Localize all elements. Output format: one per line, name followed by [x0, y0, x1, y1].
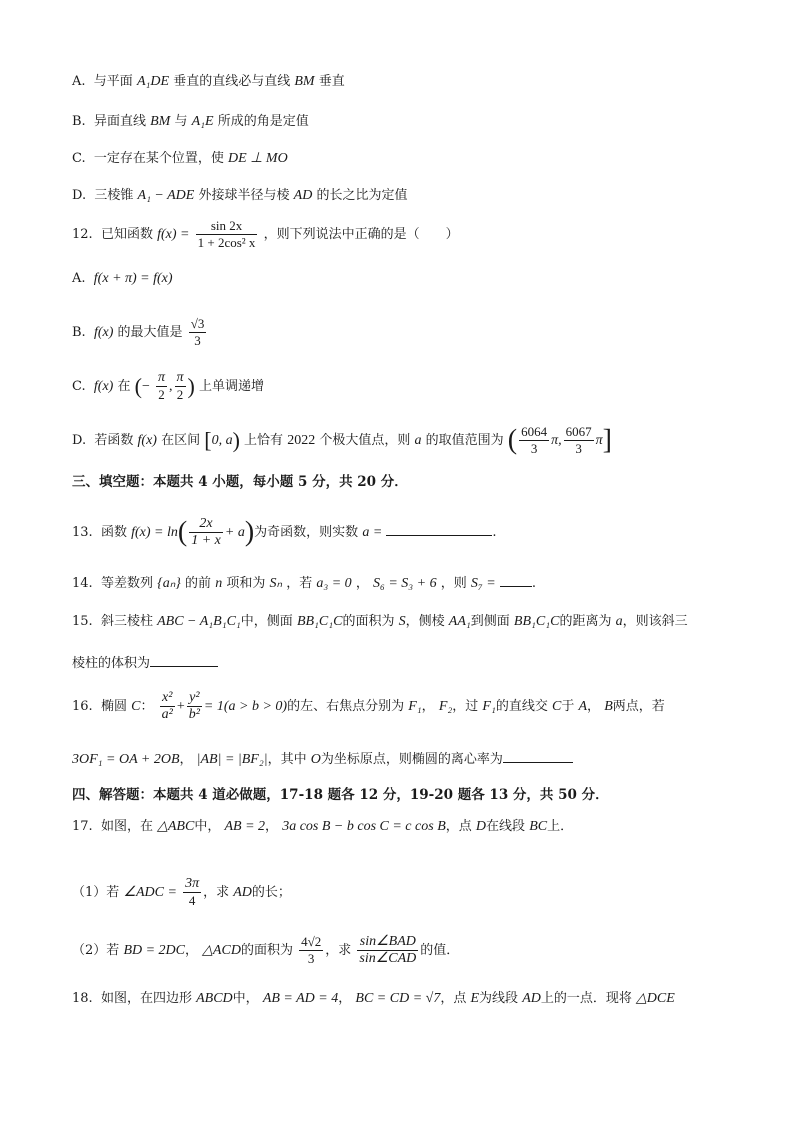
answer-blank[interactable] [503, 748, 573, 763]
fraction [160, 690, 175, 723]
text: 若 [106, 885, 120, 900]
text: ，点 [445, 819, 472, 834]
fraction [156, 370, 167, 403]
text: ： [140, 699, 154, 714]
math: AD [522, 991, 541, 1006]
text: 中， [194, 819, 221, 834]
text: 棱柱的体积为 [72, 656, 151, 671]
math: ABCD [196, 991, 233, 1006]
vector-equation: 3OF₁ = OA + 2OB [72, 752, 180, 767]
option-label: B. [72, 325, 86, 340]
denominator: 3 [530, 441, 538, 456]
text: ，则该斜三 [622, 614, 688, 629]
denominator: 1 + x [191, 533, 221, 548]
question-number: 17. [72, 819, 93, 834]
math: A₁DE [136, 74, 170, 89]
math: a = [362, 525, 383, 540]
text: 项和为 [226, 576, 266, 591]
text: ， [338, 991, 352, 1006]
numerator: 4√2 [301, 934, 322, 949]
math: A [578, 699, 588, 714]
paren-close: ) [232, 427, 240, 453]
denominator: 3 [194, 333, 201, 348]
text: 的直线交 [495, 699, 548, 714]
math: O [310, 752, 321, 767]
text: 为线段 [479, 991, 519, 1006]
math: + [176, 699, 185, 714]
text: . [531, 576, 537, 591]
math: AD [293, 188, 313, 203]
answer-blank[interactable] [150, 652, 218, 667]
question-17-part-1 [72, 876, 291, 909]
question-number: 12. [72, 227, 93, 242]
text: . [492, 525, 497, 540]
fraction [519, 424, 549, 457]
text: 等差数列 [100, 576, 153, 591]
math: AB = AD = 4 [262, 991, 339, 1006]
math: S [398, 614, 406, 629]
math: BB₁C₁C [296, 614, 343, 629]
question-17-part-2 [72, 934, 459, 967]
text: 若 [106, 943, 120, 958]
text: 的最大值是 [117, 325, 183, 340]
text: ，则 [440, 576, 467, 591]
option-c-line [72, 150, 288, 168]
fraction [183, 876, 201, 909]
denominator: 1 + 2cos² x [197, 235, 256, 250]
math: D [475, 819, 487, 834]
text: 的前 [185, 576, 212, 591]
option-label: C. [72, 151, 86, 166]
math: = 1(a > b > 0) [203, 699, 288, 714]
question-13 [72, 516, 497, 549]
numerator: 3π [185, 876, 200, 891]
option-label: A. [72, 271, 86, 286]
math: E [470, 991, 480, 1006]
fraction [189, 516, 223, 549]
math: ABC − A₁B₁C₁ [157, 614, 241, 629]
paren-open: ( [177, 516, 188, 548]
math: , [169, 379, 173, 394]
math: f(x) = [157, 227, 190, 242]
text: 三棱锥 [94, 188, 134, 203]
text: 一定存在某个位置，使 [93, 151, 224, 166]
math: f(x) [93, 325, 114, 340]
denominator: b² [188, 707, 200, 722]
text: ， [587, 699, 601, 714]
math: BC = CD = √7 [355, 991, 441, 1006]
text: ， [185, 943, 199, 958]
math: F₂ [438, 699, 453, 714]
numerator: √3 [190, 316, 205, 331]
math: BM [150, 114, 171, 129]
text: 所成的角是定值 [217, 114, 309, 129]
text: ，求 [325, 943, 352, 958]
text: 的长； [251, 885, 291, 900]
math: C [131, 699, 141, 714]
option-label: C. [72, 379, 86, 394]
text: 的距离为 [559, 614, 612, 629]
question-14 [72, 572, 536, 593]
math: ∠ADC = [123, 885, 177, 900]
text: 为坐标原点，则椭圆的离心率为 [320, 752, 503, 767]
math: △ABC [157, 819, 195, 834]
q12-option-a [72, 270, 173, 288]
text: 到侧面 [470, 614, 510, 629]
math: △ACD [202, 943, 241, 958]
text: 垂直 [318, 74, 345, 89]
math: BC [529, 819, 548, 834]
text: 的面积为 [240, 943, 293, 958]
text: 的长之比为定值 [316, 188, 408, 203]
fraction [196, 218, 258, 251]
text: 上恰有 [244, 433, 284, 448]
question-17 [72, 818, 573, 836]
math: n [215, 576, 223, 591]
text: 椭圆 [100, 699, 127, 714]
math: π, [551, 433, 562, 448]
text: 如图，在 [100, 819, 153, 834]
math: △DCE [636, 991, 675, 1006]
text: ， [421, 699, 435, 714]
text: ，若 [286, 576, 313, 591]
math: A₁E [191, 114, 214, 129]
math: + a [224, 525, 245, 540]
question-15-line-2 [72, 652, 218, 673]
numerator: sin∠BAD [357, 934, 418, 951]
fraction [175, 370, 186, 403]
part-label: （1） [72, 885, 107, 900]
text: ，则下列说法中正确的是（ ） [263, 227, 459, 242]
text: 若函数 [94, 433, 134, 448]
fraction [299, 934, 323, 967]
text: 斜三棱柱 [100, 614, 153, 629]
text: ，其中 [267, 752, 307, 767]
paren-open: ( [134, 373, 142, 399]
denominator: 2 [158, 387, 165, 402]
math: F₁ [482, 699, 496, 714]
numerator: π [158, 370, 166, 385]
section-4-heading: 四、解答题：本题共 4 道必做题，17-18 题各 12 分，19-20 题各 13 分，共 50 分． [72, 787, 609, 803]
text: ， [179, 752, 193, 767]
math: A₁ − ADE [137, 188, 195, 203]
math: a [414, 433, 422, 448]
math: BB₁C₁C [513, 614, 560, 629]
math: − [141, 379, 150, 394]
bracket-close: ] [602, 424, 612, 456]
answer-blank[interactable] [500, 572, 532, 587]
bracket-open: [ [204, 427, 212, 453]
text: 在线段 [486, 819, 526, 834]
math: a₃ = 0 [316, 576, 352, 591]
numerator: y² [187, 690, 202, 707]
text: 中，侧面 [240, 614, 293, 629]
numerator: 6064 [521, 424, 548, 439]
math: AB = 2 [224, 819, 266, 834]
math: 3a cos B − b cos C = c cos B [282, 819, 446, 834]
denominator: 3 [575, 441, 582, 456]
answer-blank[interactable] [386, 521, 492, 536]
math: BM [294, 74, 315, 89]
question-18 [72, 990, 675, 1008]
text: 的取值范围为 [425, 433, 504, 448]
q12-option-b [72, 316, 208, 349]
fraction [564, 424, 594, 457]
math: f(x) [137, 433, 157, 448]
text: 的面积为 [342, 614, 395, 629]
q12-option-c [72, 370, 264, 403]
text: 异面直线 [93, 114, 146, 129]
math: 0, a [211, 433, 233, 448]
fraction [189, 316, 207, 349]
math: DE ⊥ MO [228, 151, 288, 166]
question-number: 16. [72, 699, 93, 714]
numerator: x² [160, 690, 175, 707]
text: 外接球半径与棱 [198, 188, 290, 203]
text: 为奇函数，则实数 [254, 525, 359, 540]
math: f(x) = ln [131, 525, 178, 540]
text: 垂直的直线必与直线 [173, 74, 291, 89]
text: ，点 [440, 991, 467, 1006]
text: 与 [174, 114, 188, 129]
fraction [187, 690, 202, 723]
question-15 [72, 613, 688, 631]
question-number: 15. [72, 614, 93, 629]
text: 的值． [420, 943, 460, 958]
math: BD = 2DC [123, 943, 185, 958]
text: ， [355, 576, 369, 591]
denominator: 4 [188, 893, 196, 908]
option-label: D. [72, 433, 87, 448]
vector-equation: |AB| = |BF₂| [196, 752, 268, 767]
question-number: 18. [72, 991, 93, 1006]
q12-option-d [72, 424, 612, 457]
math: S₆ = S₃ + 6 [372, 576, 437, 591]
math: f(x) [93, 379, 114, 394]
numerator: 2x [189, 516, 223, 533]
text: 如图，在四边形 [100, 991, 192, 1006]
text: ， [265, 819, 279, 834]
text: 上． [547, 819, 574, 834]
math: AD [233, 885, 252, 900]
question-number: 14. [72, 576, 93, 591]
text: 的左、右焦点分别为 [287, 699, 405, 714]
math: 2022 [287, 433, 316, 448]
numerator: sin 2x [196, 218, 258, 235]
math: C [551, 699, 562, 714]
question-16-line-2 [72, 748, 573, 769]
fraction [357, 934, 418, 967]
math: S₇ = [470, 576, 496, 591]
text: 上单调递增 [199, 379, 265, 394]
paren-close: ) [244, 516, 255, 548]
question-number: 13. [72, 525, 93, 540]
text: ，侧棱 [405, 614, 445, 629]
section-3-heading: 三、填空题：本题共 4 小题，每小题 5 分，共 20 分． [72, 474, 408, 490]
denominator: 2 [176, 387, 184, 402]
part-label: （2） [72, 943, 107, 958]
text: 函数 [100, 525, 127, 540]
text: 已知函数 [100, 227, 153, 242]
text: 与平面 [93, 74, 133, 89]
text: 两点，若 [612, 699, 665, 714]
math: π [595, 433, 603, 448]
denominator: 3 [307, 951, 315, 966]
denominator: sin∠CAD [359, 951, 417, 966]
option-label: D. [72, 188, 87, 203]
paren-open: ( [507, 424, 518, 456]
numerator: π [176, 370, 184, 385]
text: 个极大值点，则 [319, 433, 411, 448]
math: AA₁ [448, 614, 471, 629]
numerator: 6067 [565, 424, 592, 439]
math: B [604, 699, 613, 714]
question-12 [72, 218, 459, 251]
math: f(x + π) = f(x) [93, 271, 173, 286]
text: ，过 [452, 699, 479, 714]
text: 于 [561, 699, 575, 714]
option-label: A. [72, 74, 86, 89]
math: a [615, 614, 623, 629]
math: {aₙ} [157, 576, 181, 591]
text: 在区间 [161, 433, 201, 448]
denominator: a² [161, 707, 173, 722]
text: ，求 [203, 885, 230, 900]
option-d-line [72, 187, 407, 205]
math: Sₙ [269, 576, 283, 591]
text: 中， [232, 991, 259, 1006]
option-b-line [72, 113, 309, 131]
option-label: B. [72, 114, 86, 129]
paren-close: ) [187, 373, 195, 399]
option-a-line [72, 73, 345, 91]
math: F₁ [408, 699, 422, 714]
text: 上的一点．现将 [540, 991, 632, 1006]
question-16 [72, 690, 665, 723]
text: 在 [117, 379, 131, 394]
